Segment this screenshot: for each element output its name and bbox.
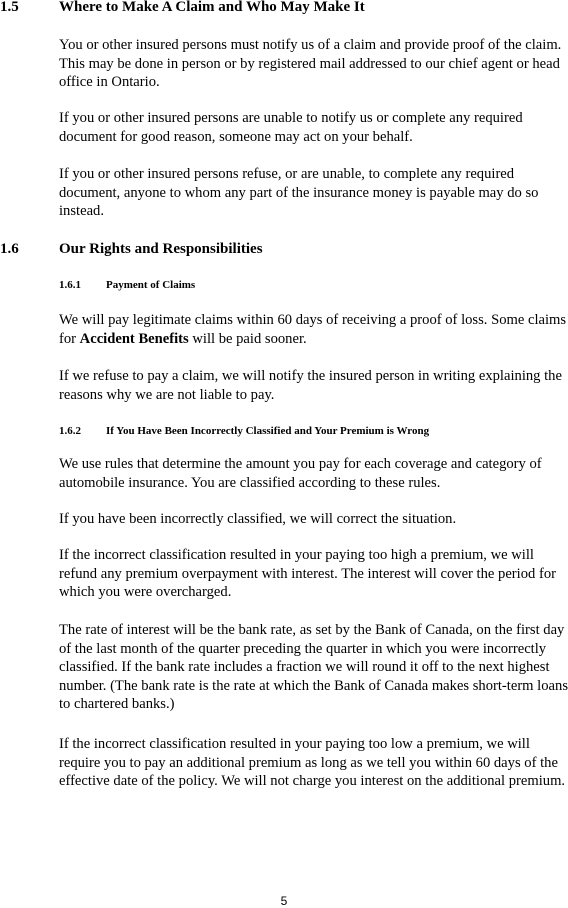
paragraph: If you or other insured persons are unable to notify us or complete any required document for good reason, someone may act on your behalf. — [59, 110, 523, 145]
emphasis-term: Accident Benefits — [79, 330, 189, 347]
section-title: Our Rights and Responsibilities — [59, 241, 263, 257]
paragraph: If we refuse to pay a claim, we will notify the insured person in writing explaining the reasons why we are not liable to pay. — [59, 368, 562, 403]
paragraph: If you have been incorrectly classified, we will correct the situation. — [59, 511, 457, 527]
paragraph-text: We will pay legitimate claims within 60 days of receiving a proof of loss. Some claims for — [59, 312, 567, 347]
paragraph-text: will be paid sooner. — [188, 330, 307, 347]
paragraph: If the incorrect classification resulted in your paying too high a premium, we will refund any premium overpayment with interest. The interest will cover the period for which you were overcharged. — [59, 547, 556, 601]
paragraph: We use rules that determine the amount you pay for each coverage and category of automobile insurance. You are classified according to these rules. — [59, 456, 542, 491]
subsection-title: If You Have Been Incorrectly Classified and Your Premium is Wrong — [106, 425, 430, 437]
subsection-number: 1.6.1 — [59, 279, 81, 291]
page-number: 5 — [280, 894, 288, 908]
section-title: Where to Make A Claim and Who May Make It — [59, 0, 365, 15]
section-number: 1.6 — [0, 241, 19, 257]
paragraph: You or other insured persons must notify us of a claim and provide proof of the claim. This may be done in person or by registered mail addressed to our chief agent or head office in Ontario. — [59, 37, 562, 91]
section-number: 1.5 — [0, 0, 19, 15]
subsection-title: Payment of Claims — [106, 279, 196, 291]
paragraph: If the incorrect classification resulted in your paying too low a premium, we will require you to pay an additional premium as long as we tell you within 60 days of the effective date of the policy. We will not charge you interest on the additional premium. — [59, 736, 566, 790]
paragraph: The rate of interest will be the bank rate, as set by the Bank of Canada, on the first day of the last month of the quarter preceding the quarter in which you were incorrectly classified. If the bank rate includes a fraction we will round it off to the next highest number. (The bank rate is the rate at which the Bank of Canada makes short-term loans to chartered banks.) — [59, 622, 568, 713]
subsection-number: 1.6.2 — [59, 425, 81, 437]
paragraph: If you or other insured persons refuse, or are unable, to complete any required document, anyone to whom any part of the insurance money is payable may do so instead. — [59, 166, 539, 220]
paragraph — [59, 311, 568, 348]
